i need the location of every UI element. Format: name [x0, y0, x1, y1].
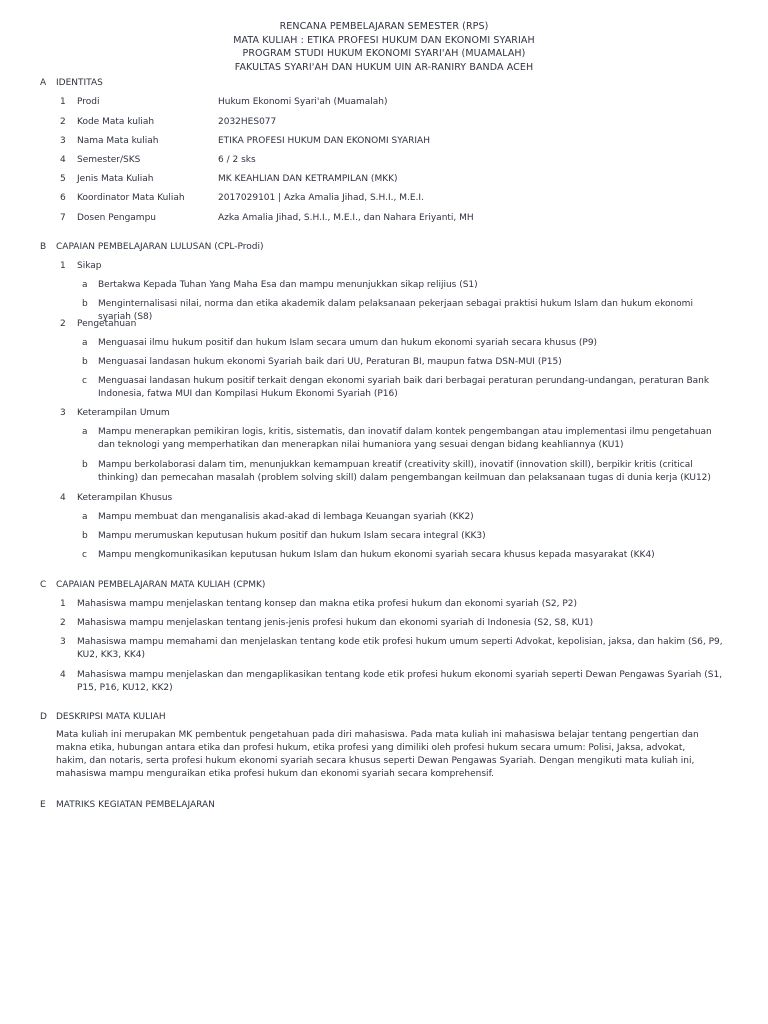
section-letter: E: [40, 800, 46, 810]
row-label: Kode Mata kuliah: [77, 117, 155, 127]
row-number: 6: [60, 193, 66, 203]
row-number: 1: [60, 97, 66, 107]
group-title: Pengetahuan: [77, 319, 137, 329]
row-label: Semester/SKS: [77, 155, 141, 165]
row-number: 7: [60, 213, 66, 223]
cpmk-text: Mahasiswa mampu menjelaskan tentang konsep dan makna etika profesi hukum dan ekonomi syariah (S2, P2): [77, 599, 578, 609]
row-number: 3: [60, 136, 66, 146]
cpmk-number: 4: [60, 670, 66, 680]
row-value: 2032HES077: [218, 117, 277, 127]
section-letter: C: [40, 580, 47, 590]
item-letter: b: [82, 460, 88, 470]
item-text: Mampu menerapkan pemikiran logis, kritis, sistematis, dan inovatif dalam kontek pengembangan atau implementasi ilmu pengetahuan dan teknologi yang memperhatikan dan menerapkan nilai humaniora yang sesuai dengan bidang keahliannya (KU1): [98, 427, 712, 450]
row-label: Dosen Pengampu: [77, 213, 156, 223]
item-text: Menginternalisasi nilai, norma dan etika akademik dalam pelaksanaan pekerjaan sebagai praktisi hukum Islam dan hukum ekonomi syariah (S8): [98, 299, 693, 322]
group-number: 3: [60, 408, 66, 418]
item-text: Mampu merumuskan keputusan hukum positif dan hukum Islam secara integral (KK3): [98, 531, 486, 541]
item-letter: a: [82, 512, 88, 522]
item-letter: b: [82, 531, 88, 541]
cpmk-number: 2: [60, 618, 66, 628]
section-title: CAPAIAN PEMBELAJARAN LULUSAN (CPL-Prodi): [56, 242, 264, 252]
row-value: MK KEAHLIAN DAN KETRAMPILAN (MKK): [218, 174, 398, 184]
group-title: Keterampilan Umum: [77, 408, 170, 418]
item-letter: a: [82, 338, 88, 348]
item-text: Menguasai landasan hukum positif terkait dengan ekonomi syariah baik dari berbagai peraturan perundang-undangan, peraturan Bank Indonesia, fatwa MUI dan Kompilasi Hukum Ekonomi Syariah (P16): [98, 376, 710, 399]
item-letter: c: [82, 550, 87, 560]
item-letter: a: [82, 280, 88, 290]
row-number: 4: [60, 155, 66, 165]
section-title: IDENTITAS: [56, 78, 103, 88]
group-title: Keterampilan Khusus: [77, 493, 173, 503]
item-text: Menguasai ilmu hukum positif dan hukum Islam secara umum dan hukum ekonomi syariah secara khusus (P9): [98, 338, 598, 348]
item-text: Mampu mengkomunikasikan keputusan hukum Islam dan hukum ekonomi syariah secara khusus kepada masyarakat (KK4): [98, 550, 655, 560]
header-faculty: FAKULTAS SYARI'AH DAN HUKUM UIN AR-RANIRY BANDA ACEH: [234, 61, 534, 73]
item-letter: b: [82, 357, 88, 367]
item-text: Mampu membuat dan menganalisis akad-akad di lembaga Keuangan syariah (KK2): [98, 512, 474, 522]
section-title: MATRIKS KEGIATAN PEMBELAJARAN: [56, 800, 215, 810]
group-number: 2: [60, 319, 66, 329]
cpmk-text: Mahasiswa mampu menjelaskan dan mengaplikasikan tentang kode etik profesi hukum ekonomi syariah seperti Dewan Pengawas Syariah (S1, P15, P16, KU12, KK2): [77, 670, 723, 693]
row-value: ETIKA PROFESI HUKUM DAN EKONOMI SYARIAH: [218, 136, 430, 146]
row-label: Jenis Mata Kuliah: [77, 174, 154, 184]
section-title: CAPAIAN PEMBELAJARAN MATA KULIAH (CPMK): [56, 580, 266, 590]
item-letter: c: [82, 376, 87, 386]
row-label: Koordinator Mata Kuliah: [77, 193, 185, 203]
cpmk-number: 1: [60, 599, 66, 609]
row-label: Prodi: [77, 97, 100, 107]
cpmk-text: Mahasiswa mampu menjelaskan tentang jenis-jenis profesi hukum dan ekonomi syariah di Indonesia (S2, S8, KU1): [77, 618, 594, 628]
header-program: PROGRAM STUDI HUKUM EKONOMI SYARI'AH (MUAMALAH): [242, 48, 526, 59]
row-value: 2017029101 | Azka Amalia Jihad, S.H.I., M.E.I.: [218, 193, 424, 203]
item-text: Bertakwa Kepada Tuhan Yang Maha Esa dan mampu menunjukkan sikap relijius (S1): [98, 280, 478, 290]
item-text: Mampu berkolaborasi dalam tim, menunjukkan kemampuan kreatif (creativity skill), inovatif (innovation skill), berpikir kritis (critical thinking) dan pemecahan masalah (problem solving skill) dalam pengembangan keilmuan dan pelaksanaan tugas di dunia kerja (KU12): [98, 460, 711, 483]
group-number: 1: [60, 261, 66, 271]
course-description: Mata kuliah ini merupakan MK pembentuk pengetahuan pada diri mahasiswa. Pada mata kuliah ini mahasiswa belajar tentang pengertian dan makna etika, hubungan antara etika dan profesi hukum, etika profesi yang dimiliki oleh profesi hukum secara umum: Polisi, Jaksa, advokat, hakim, dan notaris, serta profesi hukum ekonomi syariah secara khusus seperti Dewan Pengawas Syariah. Dengan mengikuti mata kuliah ini, mahasiswa mampu menguraikan etika profesi hukum dan ekonomi syariah secara komprehensif.: [56, 730, 699, 779]
row-number: 2: [60, 117, 66, 127]
document-header: [0, 20, 768, 74]
header-course: MATA KULIAH : ETIKA PROFESI HUKUM DAN EKONOMI SYARIAH: [233, 34, 535, 46]
row-value: 6 / 2 sks: [218, 155, 256, 165]
row-value: Hukum Ekonomi Syari'ah (Muamalah): [218, 97, 388, 107]
header-title: RENCANA PEMBELAJARAN SEMESTER (RPS): [279, 21, 489, 32]
item-text: Menguasai landasan hukum ekonomi Syariah baik dari UU, Peraturan BI, maupun fatwa DSN-MUI (P15): [98, 357, 562, 367]
group-title: Sikap: [77, 261, 102, 271]
section-letter: A: [40, 78, 47, 88]
cpmk-text: Mahasiswa mampu memahami dan menjelaskan tentang kode etik profesi hukum umum seperti Advokat, kepolisian, jaksa, dan hakim (S6, P9, KU2, KK3, KK4): [77, 637, 723, 660]
row-label: Nama Mata kuliah: [77, 136, 159, 146]
section-letter: D: [40, 712, 47, 722]
row-number: 5: [60, 174, 66, 184]
item-letter: b: [82, 299, 88, 309]
row-value: Azka Amalia Jihad, S.H.I., M.E.I., dan Nahara Eriyanti, MH: [218, 213, 474, 223]
item-letter: a: [82, 427, 88, 437]
cpmk-number: 3: [60, 637, 66, 647]
group-number: 4: [60, 493, 66, 503]
section-title: DESKRIPSI MATA KULIAH: [56, 712, 166, 722]
section-letter: B: [40, 242, 47, 252]
